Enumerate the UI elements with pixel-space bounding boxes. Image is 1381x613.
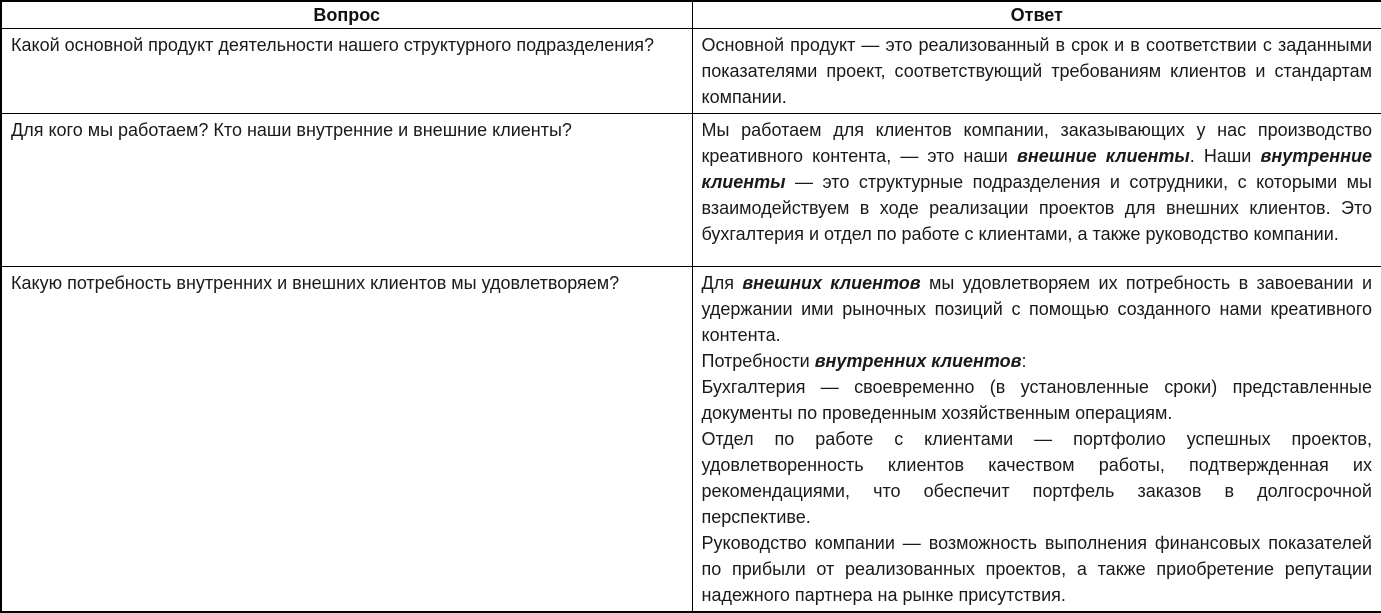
- plain-text: Для: [701, 273, 743, 293]
- question-cell: Для кого мы работаем? Кто наши внутренние и внешние клиенты?: [1, 114, 692, 267]
- answer-paragraph: [702, 530, 1373, 608]
- plain-text: Мы работаем для клиентов компании, заказывающих у нас производство креативного контента, — это наши: [701, 120, 1372, 166]
- emphasis-text: внутренние клиенты: [701, 146, 1372, 192]
- column-header-question: Вопрос: [1, 1, 692, 29]
- qa-table-body: [1, 29, 1381, 613]
- column-header-answer: Ответ: [692, 1, 1381, 29]
- plain-text: Основной продукт — это реализованный в срок и в соответствии с заданными показателями проект, соответствующий требованиям клиентов и стандартам компании.: [701, 35, 1372, 107]
- answer-paragraph: [702, 270, 1373, 348]
- answer-paragraph: [702, 348, 1373, 374]
- plain-text: Руководство компании — возможность выполнения финансовых показателей по прибыли от реализованных проектов, а также приобретение репутации надежного партнера на рынке присутствия.: [701, 533, 1372, 605]
- plain-text: мы удовлетворяем их потребность в завоевании и удержании ими рыночных позиций с помощью созданного нами креативного контента.: [701, 273, 1373, 345]
- table-row: [1, 267, 1381, 613]
- plain-text: — это структурные подразделения и сотрудники, с которыми мы взаимодействуем в ходе реализации проектов для внешних клиентов. Это бухгалтерия и отдел по работе с клиентами, а также руководство компании.: [701, 172, 1372, 244]
- answer-paragraph: [702, 374, 1373, 426]
- question-cell: Какую потребность внутренних и внешних клиентов мы удовлетворяем?: [1, 267, 692, 613]
- answer-paragraph: [702, 117, 1373, 247]
- qa-table-header: [1, 1, 1381, 29]
- plain-text: :: [1021, 351, 1027, 371]
- emphasis-text: внешних клиентов: [742, 273, 921, 293]
- plain-text: Отдел по работе с клиентами — портфолио успешных проектов, удовлетворенность клиентов качеством работы, подтвержденная их рекомендациями, что обеспечит портфель заказов в долгосрочной перспективе.: [701, 429, 1372, 527]
- plain-text: Бухгалтерия — своевременно (в установленные сроки) представленные документы по проведенным хозяйственным операциям.: [701, 377, 1372, 423]
- emphasis-text: внешние клиенты: [1016, 146, 1190, 166]
- plain-text: Потребности: [701, 351, 815, 371]
- header-row: [1, 1, 1381, 29]
- answer-cell: [692, 114, 1381, 267]
- plain-text: . Наши: [1189, 146, 1261, 166]
- question-cell: Какой основной продукт деятельности нашего структурного подразделения?: [1, 29, 692, 114]
- answer-cell: [692, 29, 1381, 114]
- answer-paragraph: [702, 426, 1373, 530]
- emphasis-text: внутренних клиентов: [814, 351, 1022, 371]
- table-row: [1, 29, 1381, 114]
- table-row: [1, 114, 1381, 267]
- answer-paragraph: [702, 32, 1373, 110]
- answer-cell: [692, 267, 1381, 613]
